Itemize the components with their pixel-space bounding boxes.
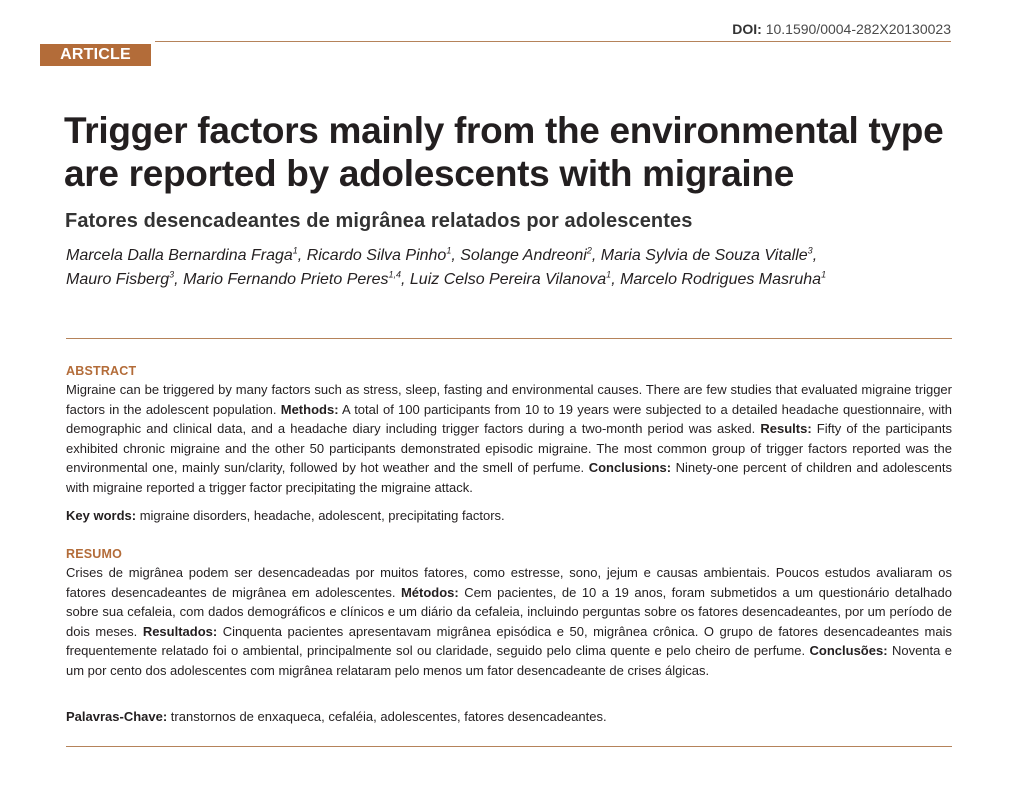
resumo-results: Cinquenta pacientes apresentavam migrânea episódica e 50, migrânea crônica. O grupo de fatores desencadeantes mais frequentemente relatado foi o ambiental, principalmente sol ou claridade, seguido pelo clima quente e pelo cheiro de perfume.	[66, 623, 952, 659]
abstract-results-label: Results:	[760, 421, 812, 437]
author-affiliation: 1,4	[388, 269, 402, 280]
abstract-intro: Migraine can be triggered by many factors such as stress, sleep, fasting and environmental causes. There are few studies that evaluated migraine trigger factors in the adolescent population.	[66, 382, 952, 417]
header-rule	[155, 41, 951, 42]
author-list: Marcela Dalla Bernardina Fraga$^1$, Ricardo Silva Pinho$^1$, Solange Andreoni$^2$, Maria Sylvia de Souza Vitalle$^3$, Mauro Fisberg$^3$, Mario Fernando Prieto Peres$^{1,4}$, Luiz Celso Pereira Vilanova$^1$, Marcelo Rodrigues Masruha$^1$	[66, 245, 827, 288]
author-affiliation: 3	[169, 269, 175, 280]
author-name: Solange Andreoni	[460, 247, 587, 264]
keywords-label: Key words:	[66, 508, 137, 523]
author-name: Maria Sylvia de Souza Vitalle	[600, 247, 808, 264]
resumo-body	[66, 563, 952, 681]
author-name: Mario Fernando Prieto Peres	[183, 271, 389, 288]
doi-value: 10.1590/0004-282X20130023	[765, 21, 951, 37]
author-affiliation: 2	[586, 245, 592, 256]
article-type-badge: ARTICLE	[40, 44, 151, 66]
author-name: Marcelo Rodrigues Masruha	[620, 271, 822, 288]
abstract-methods-label: Methods:	[280, 401, 339, 417]
resumo-results-label: Resultados:	[142, 623, 218, 639]
keywords-list: migraine disorders, headache, adolescent, precipitating factors.	[139, 508, 505, 523]
palavras-chave	[66, 709, 607, 724]
abstract-heading: ABSTRACT	[66, 364, 137, 378]
palavras-chave-list: transtornos de enxaqueca, cefaléia, adolescentes, fatores desencadeantes.	[170, 709, 607, 724]
article-title: Trigger factors mainly from the environmental type are reported by adolescents with migraine	[64, 110, 944, 194]
resumo-conclusions-label: Conclusões:	[809, 643, 888, 659]
author-affiliation: 1	[292, 245, 298, 256]
resumo-heading: RESUMO	[66, 547, 123, 561]
article-subtitle: Fatores desencadeantes de migrânea relatados por adolescentes	[65, 210, 693, 232]
author-affiliation: 1	[606, 269, 612, 280]
author-name: Ricardo Silva Pinho	[306, 247, 447, 264]
doi-label: DOI:	[732, 21, 762, 37]
resumo-methods: Cem pacientes, de 10 a 19 anos, foram submetidos a um questionário detalhado sobre sua cefaleia, com dados demográficos e clínicos e um diário da cefaleia, incluindo perguntas sobre os fatores desencadeantes, por um período de dois meses.	[66, 584, 952, 639]
abstract-methods: A total of 100 participants from 10 to 19 years were subjected to a detailed headache questionnaire, with demographic and clinical data, and a headache diary including trigger factors during a two-month period was asked.	[66, 401, 952, 437]
section-divider	[66, 746, 952, 747]
author-affiliation: 1	[821, 269, 827, 280]
author-name: Luiz Celso Pereira Vilanova	[409, 271, 607, 288]
author-name: Mauro Fisberg	[66, 271, 170, 288]
author-affiliation: 3	[807, 245, 813, 256]
palavras-chave-label: Palavras-Chave:	[66, 709, 168, 724]
author-name: Marcela Dalla Bernardina Fraga	[66, 247, 293, 264]
resumo-methods-label: Métodos:	[400, 584, 459, 600]
abstract-body	[66, 380, 952, 498]
abstract-conclusions: Ninety-one percent of children and adolescents with migraine reported a trigger factor precipitating the migraine attack.	[66, 460, 952, 495]
resumo-intro: Crises de migrânea podem ser desencadeadas por muitos fatores, como estresse, sono, jejum e causas ambientais. Poucos estudos avaliaram os fatores desencadeantes de migrânea em adolescentes.	[66, 565, 952, 600]
section-divider	[66, 338, 952, 339]
abstract-conclusions-label: Conclusions:	[588, 460, 672, 476]
keywords	[66, 508, 505, 523]
doi-line	[732, 21, 951, 37]
abstract-results: Fifty of the participants exhibited chronic migraine and the other 50 participants demonstrated episodic migraine. The most common group of trigger factors reported was the environmental one, mainly sun/clarity, followed by hot weather and the smell of perfume.	[66, 421, 952, 476]
author-affiliation: 1	[446, 245, 452, 256]
resumo-conclusions: Noventa e um por cento dos adolescentes com migrânea relataram pelo menos um fator desencadeante de crises álgicas.	[66, 643, 953, 678]
